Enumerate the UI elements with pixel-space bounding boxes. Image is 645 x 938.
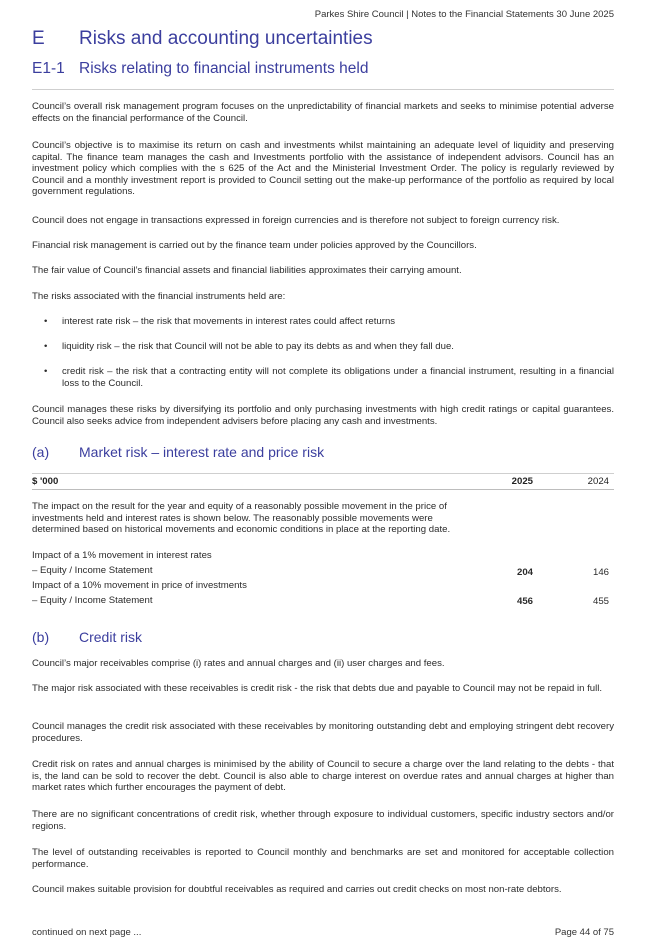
subsection-number: (b): [32, 629, 50, 645]
intro-paragraph: Financial risk management is carried out by the finance team under policies approved by the Councillors.: [32, 240, 477, 251]
credit-paragraph: Council manages the credit risk associated with these receivables by monitoring outstanding debt and employing stringent debt recovery procedures.: [32, 721, 614, 744]
section-number: E1-1: [32, 60, 65, 77]
subsection-text: Credit risk: [79, 629, 143, 645]
intro-paragraph: The risks associated with the financial instruments held are:: [32, 291, 286, 302]
table-row-label: Impact of a 1% movement in interest rates: [32, 550, 212, 561]
table-cell-2025: 456: [516, 596, 533, 607]
bullet-icon: •: [44, 366, 48, 377]
table-cell-2025: 204: [516, 567, 533, 578]
intro-paragraph: Council’s objective is to maximise its return on cash and investments whilst maintaining an adequate level of liquidity and preserving capital. The finance team manages the cash and Investments portfolio with the assistance of independent advisors. Council has an investment policy which complies with the s 625 of the Act and the Ministerial Investment Order. The policy is regularly reviewed by Council and a monthly investment report is provided to Council setting out the make-up performance of the portfolio as required by local government regulations.: [32, 140, 614, 197]
table-row-label: – Equity / Income Statement: [32, 565, 153, 576]
table-intro: The impact on the result for the year and equity of a reasonably possible movement in the price of investments held and interest rates is shown below. The reasonably possible movements were determined based on historical movements and economic conditions in place at the reporting date.: [32, 501, 451, 535]
table-header-2024: 2024: [587, 476, 609, 487]
subsection-title-a: [32, 444, 324, 460]
subsection-title-b: [32, 629, 142, 645]
table-top-rule: [32, 473, 614, 474]
table-row-label: Impact of a 10% movement in price of investments: [32, 580, 247, 591]
intro-paragraph: Council does not engage in transactions expressed in foreign currencies and is therefore not subject to foreign currency risk.: [32, 215, 560, 226]
section-text: Risks relating to financial instruments held: [79, 60, 369, 77]
list-item-text: liquidity risk – the risk that Council will not be able to pay its debts as and when they fall due.: [62, 341, 454, 352]
bullet-icon: •: [44, 341, 48, 352]
credit-paragraph: The major risk associated with these receivables is credit risk - the risk that debts due and payable to Council may not be repaid in full.: [32, 683, 603, 694]
table-header-label: $ '000: [32, 476, 59, 487]
section-title: [32, 60, 368, 78]
intro-paragraph: The fair value of Council’s financial assets and financial liabilities approximates their carrying amount.: [32, 265, 462, 276]
manages-paragraph: Council manages these risks by diversifying its portfolio and only purchasing investments with high credit ratings or capital guarantees. Council also seeks advice from independent advisers before placing any cash and investments.: [32, 404, 614, 427]
page-title: [32, 28, 373, 50]
title-number: E: [32, 28, 45, 49]
footer-continued: continued on next page ...: [32, 927, 142, 938]
subsection-number: (a): [32, 444, 50, 460]
intro-paragraph: Council’s overall risk management program focuses on the unpredictability of financial markets and seeks to minimise potential adverse effects on the financial performance of the Council.: [32, 101, 614, 124]
table-cell-2024: 146: [592, 567, 609, 578]
credit-paragraph: Credit risk on rates and annual charges is minimised by the ability of Council to secure a charge over the land relating to the debts - that is, the land can be sold to recover the debt. Council is also able to charge interest on overdue rates and annual charges at higher than market rates which further encourages the payment of debt.: [32, 759, 614, 793]
credit-paragraph: Council makes suitable provision for doubtful receivables as required and carries out credit checks on most non-rate debtors.: [32, 884, 562, 895]
title-text: Risks and accounting uncertainties: [79, 28, 373, 49]
page-header: Parkes Shire Council | Notes to the Financial Statements 30 June 2025: [314, 9, 614, 20]
credit-paragraph: There are no significant concentrations of credit risk, whether through exposure to individual customers, specific industry sectors and/or regions.: [32, 809, 614, 832]
table-header-2025: 2025: [511, 476, 533, 487]
table-cell-2024: 455: [592, 596, 609, 607]
credit-paragraph: Council’s major receivables comprise (i) rates and annual charges and (ii) user charges and fees.: [32, 658, 445, 669]
table-header-rule: [32, 489, 614, 490]
footer-page-number: Page 44 of 75: [554, 927, 614, 938]
subsection-text: Market risk – interest rate and price risk: [79, 444, 325, 460]
table-row-label: – Equity / Income Statement: [32, 595, 153, 606]
divider: [32, 89, 614, 90]
list-item-text: interest rate risk – the risk that movements in interest rates could affect returns: [62, 316, 396, 327]
credit-paragraph: The level of outstanding receivables is reported to Council monthly and benchmarks are set and monitored for acceptable collection performance.: [32, 847, 614, 870]
bullet-icon: •: [44, 316, 48, 327]
list-item-text: credit risk – the risk that a contracting entity will not complete its obligations under a financial instrument, resulting in a financial loss to the Council.: [62, 366, 614, 389]
